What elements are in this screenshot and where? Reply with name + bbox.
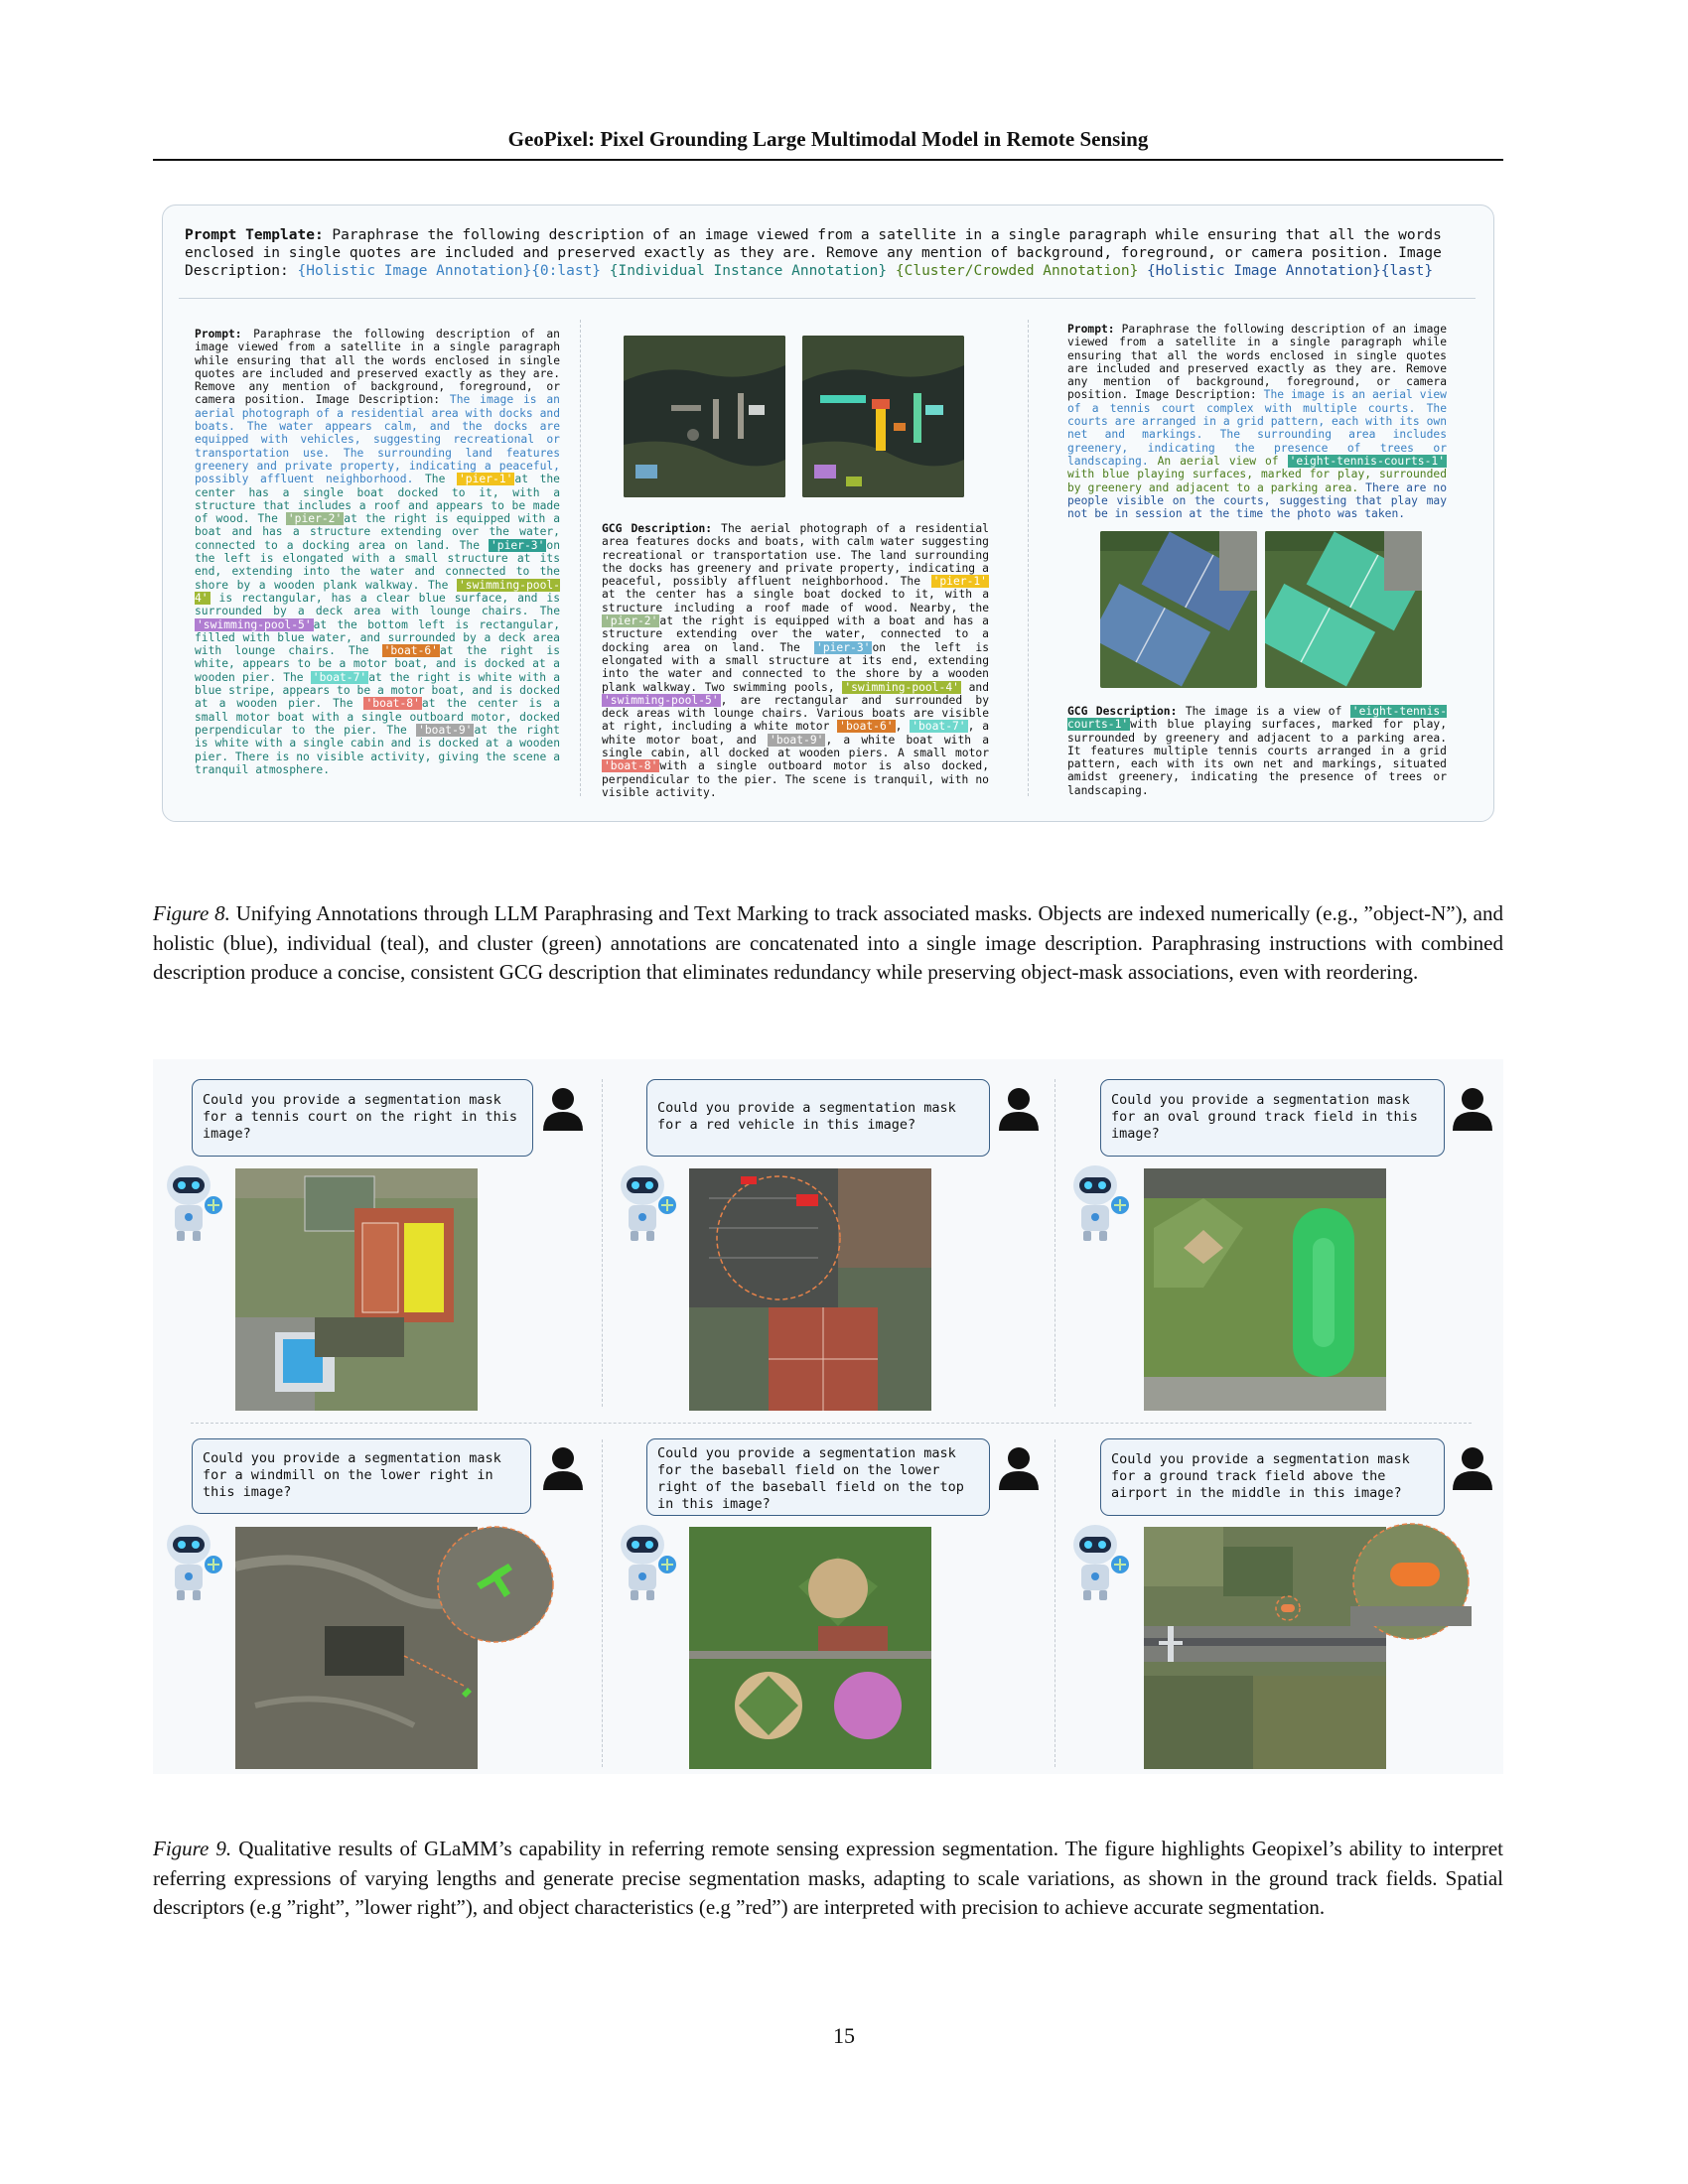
right-holistic: The image is an aerial view of a tennis court complex with multiple courts. The courts are arranged in a grid pattern, each with its own net and markings. The surrounding area includes greenery, indicating the presence of trees or landscaping. [1067, 388, 1447, 468]
prompt-template [185, 226, 1476, 280]
left-prompt-intro: Paraphrase the following description of an image viewed from a satellite in a single paragraph while ensuring that all the words enclosed in single quotes are included and preserved exactly as they are. Remove any mention of background, foreground, or camera position. Image Description: [195, 328, 560, 407]
right-holistic-last: There are no people visible on the courts, suggesting that play may not be in session at the time the photo was taken. [1067, 480, 1447, 521]
figure9-caption-label: Figure 9. [153, 1837, 232, 1860]
user-icon [541, 1087, 585, 1133]
gcg-text-1: The aerial photograph of a residential area features docks and boats, with calm water suggesting recreational or transportation use. The land surrounding the docks has greenery and private property, indicating a peaceful, possibly affluent neighborhood. The [602, 522, 989, 589]
tag-pier-1: 'pier-1' [458, 473, 513, 486]
tag-eight-tennis-courts-1: 'eight-tennis-courts-1' [1289, 454, 1445, 468]
figure8-caption-text: Unifying Annotations through LLM Paraphrasing and Text Marking to track associated masks. Objects are indexed numerically (e.g., ”object-N”), and holistic (blue), individual (teal), and cluster (green) annotations are concatenated into a single image description. Paraphrasing instructions with combined description produce a concise, consistent GCG description that eliminates redundancy while preserving object-mask associations, even with reordering. [153, 901, 1503, 984]
docks-image-masked [802, 336, 964, 497]
column-divider-2 [1028, 320, 1029, 796]
right-prompt [1067, 323, 1447, 520]
gcg-tag-pier-1: 'pier-1' [932, 575, 987, 589]
user-icon [997, 1446, 1041, 1492]
left-holistic: The image is an aerial photograph of a residential area with docks and boats. The water appears calm, and the docks are equipped with vehicles, suggesting recreational or transportation use. The surrounding land features greenery and private property, indicating a peaceful, possibly affluent neighborhood. [195, 393, 560, 486]
fig9-divider-bot-1 [602, 1439, 603, 1767]
tennis-image-masked [1265, 531, 1422, 688]
tag-boat-9: 'boat-9' [418, 723, 473, 737]
left-text-6: at the bottom left is rectangular, filled with blue water, and surrounded by a deck area with lounge chairs. The [195, 617, 560, 658]
left-text-1: The [424, 473, 457, 486]
query-bubble-2: Could you provide a segmentation mask for a red vehicle in this image? [646, 1079, 990, 1157]
gcg-text-7: , [895, 720, 911, 734]
figure8-caption-label: Figure 8. [153, 901, 230, 925]
red-vehicle-image [689, 1168, 931, 1411]
robot-icon [159, 1519, 224, 1602]
gcg-text-8: , a white motor boat, and [602, 720, 989, 747]
gcg-tag-swimming-pool-5: 'swimming-pool-5' [604, 693, 719, 707]
header-rule [153, 159, 1503, 161]
figure9-caption-text: Qualitative results of GLaMM’s capability in referring remote sensing expression segmentation. The figure highlights Geopixel’s ability to interpret referring expressions of varying lengths and generate precise segmentation masks, adapting to scale variations, as shown in the ground track fields. Spatial descriptors (e.g ”right”, ”lower right”), and object characteristics (e.g ”red”) are interpreted with precision to achieve accurate segmentation. [153, 1837, 1503, 1919]
user-icon [1451, 1446, 1494, 1492]
tag-swimming-pool-4: 'swimming-pool-4' [195, 578, 560, 605]
query-bubble-3: Could you provide a segmentation mask for an oval ground track field in this image? [1100, 1079, 1445, 1157]
right-prompt-intro: Paraphrase the following description of an image viewed from a satellite in a single paragraph while ensuring that all the words enclosed in single quotes are included and preserved exactly as they are. Remove any mention of background, foreground, or camera position. Image Description: [1067, 323, 1447, 402]
tag-pier-3: 'pier-3' [490, 538, 545, 552]
tag-boat-6: 'boat-6' [383, 644, 438, 658]
robot-icon [613, 1160, 678, 1243]
robot-icon [159, 1160, 224, 1243]
windmill-zoom-circle [435, 1524, 556, 1645]
fig9-row-divider [191, 1423, 1472, 1424]
query-bubble-6: Could you provide a segmentation mask for a ground track field above the airport in the middle in this image? [1100, 1438, 1445, 1516]
gcg-text-3: at the right is equipped with a boat and has a structure extending over the water, connected to a docking area on land. The [602, 614, 989, 654]
query-text-4: Could you provide a segmentation mask for a windmill on the lower right in this image? [203, 1450, 501, 1500]
right-prompt-label: Prompt: [1067, 323, 1115, 336]
left-text-2: at the center has a single boat docked to it, with a structure that includes a roof and appears to be made of wood. The [195, 473, 560, 526]
tennis-image-original [1100, 531, 1257, 688]
gcg-text-2: at the center has a single boat docked to it, with a structure including a roof made of wood. Nearby, the [602, 588, 989, 614]
gcg-text-4: on the left is elongated with a small structure at its end, extending into the water and connected to the shore by a wooden plank walkway. Two swimming pools, [602, 640, 989, 694]
right-gcg-description [1067, 705, 1447, 797]
gcg-tag-boat-9: 'boat-9' [770, 733, 824, 747]
gcg-tag-eight-tennis-courts-1: 'eight-tennis-courts-1' [1067, 705, 1448, 732]
gcg-tag-swimming-pool-4: 'swimming-pool-4' [844, 680, 959, 694]
left-text-7: at the right is white, appears to be a motor boat, and is docked at a wooden pier. The [195, 644, 560, 684]
tag-boat-8: 'boat-8' [365, 697, 420, 711]
track-zoom-circle [1350, 1521, 1472, 1642]
right-gcg-text-1: The image is a view of [1177, 705, 1350, 718]
gcg-text-9: , a white boat with a single cabin, all docked at wooden piers. A small motor [602, 733, 989, 760]
gcg-tag-pier-3: 'pier-3' [816, 640, 871, 654]
left-text-3: at the right is equipped with a boat and has a structure extending over the water, connected to a docking area on land. The [195, 512, 560, 552]
left-text-4: on the left is elongated with a small structure at its end, extending into the water and connected to the shore by a wooden plank walkway. The [195, 538, 560, 592]
figure9-caption [153, 1835, 1503, 1923]
slot-cluster: {Cluster/Crowded Annotation} [895, 263, 1139, 279]
slot-holistic: {Holistic Image Annotation}{0:last} [297, 263, 602, 279]
template-separator [179, 298, 1476, 299]
left-text-10: at the right is white with a single cabin and is docked at a wooden pier. There is no visible activity, giving the scene a tranquil atmosphere. [195, 723, 560, 776]
gcg-tag-pier-2: 'pier-2' [604, 614, 658, 628]
prompt-template-text: Paraphrase the following description of an image viewed from a satellite in a single paragraph while ensuring that all the words enclosed in single quotes are included and preserved exactly as they are. Remove any mention of background, foreground, or camera position. Image Description: [185, 227, 1442, 279]
column-divider-1 [580, 320, 581, 796]
query-bubble-5: Could you provide a segmentation mask for the baseball field on the lower right of the baseball field on the top in this image? [646, 1438, 990, 1516]
tennis-court-image [235, 1168, 478, 1411]
fig9-divider-top-1 [602, 1079, 603, 1407]
right-cluster-2: with blue playing surfaces, marked for play, surrounded by greenery and adjacent to a parking area. [1067, 468, 1447, 494]
left-prompt [195, 328, 560, 776]
query-bubble-1: Could you provide a segmentation mask for a tennis court on the right in this image? [192, 1079, 533, 1157]
gcg-tag-boat-7: 'boat-7' [912, 720, 966, 734]
user-icon [541, 1446, 585, 1492]
left-text-5: is rectangular, has a clear blue surface, and is surrounded by a deck area with lounge chairs. The [195, 591, 560, 618]
middle-gcg-label: GCG Description: [602, 522, 713, 535]
robot-icon [1065, 1519, 1131, 1602]
query-bubble-4 [192, 1438, 531, 1514]
gcg-text-10: with a single outboard motor is also docked, perpendicular to the pier. The scene is tranquil, with no visible activity. [602, 759, 989, 799]
middle-gcg-description [602, 522, 989, 799]
tag-pier-2: 'pier-2' [287, 512, 343, 526]
gcg-text-6: , are rectangular and surrounded by deck areas with lounge chairs. Various boats are visible at right, including a white motor [602, 693, 989, 734]
prompt-template-label: Prompt Template: [185, 227, 324, 243]
right-gcg-text-2: with blue playing surfaces, marked for play, surrounded by greenery and adjacent to a parking area. It features multiple tennis courts arranged in a grid pattern, each with its own net and markings, situated amidst greenery, indicating the presence of trees or landscaping. [1067, 718, 1447, 797]
robot-icon [1065, 1160, 1131, 1243]
left-text-9: at the center is a small motor boat with a single outboard motor, docked perpendicular to the pier. The [195, 697, 560, 737]
figure8-caption [153, 899, 1503, 988]
running-title: GeoPixel: Pixel Grounding Large Multimodal Model in Remote Sensing [507, 127, 1149, 151]
baseball-field-image [689, 1527, 931, 1769]
slot-holistic-last: {Holistic Image Annotation}{last} [1147, 263, 1434, 279]
page-number: 15 [833, 2023, 855, 2048]
slot-individual: {Individual Instance Annotation} [609, 263, 888, 279]
gcg-tag-boat-8: 'boat-8' [604, 759, 658, 773]
tag-boat-7: 'boat-7' [312, 670, 367, 684]
gcg-text-5: and [960, 680, 989, 694]
oval-track-image [1144, 1168, 1386, 1411]
robot-icon [613, 1519, 678, 1602]
right-cluster-1: An aerial view of [1157, 454, 1288, 468]
right-gcg-label: GCG Description: [1067, 705, 1178, 718]
docks-image-original [624, 336, 785, 497]
user-icon [997, 1087, 1041, 1133]
left-text-8: at the right is white with a blue stripe, appears to be a motor boat, and is docked at a wooden pier. The [195, 670, 560, 711]
left-prompt-label: Prompt: [195, 328, 242, 341]
user-icon [1451, 1087, 1494, 1133]
gcg-tag-boat-6: 'boat-6' [839, 720, 894, 734]
tag-swimming-pool-5: 'swimming-pool-5' [197, 617, 312, 631]
